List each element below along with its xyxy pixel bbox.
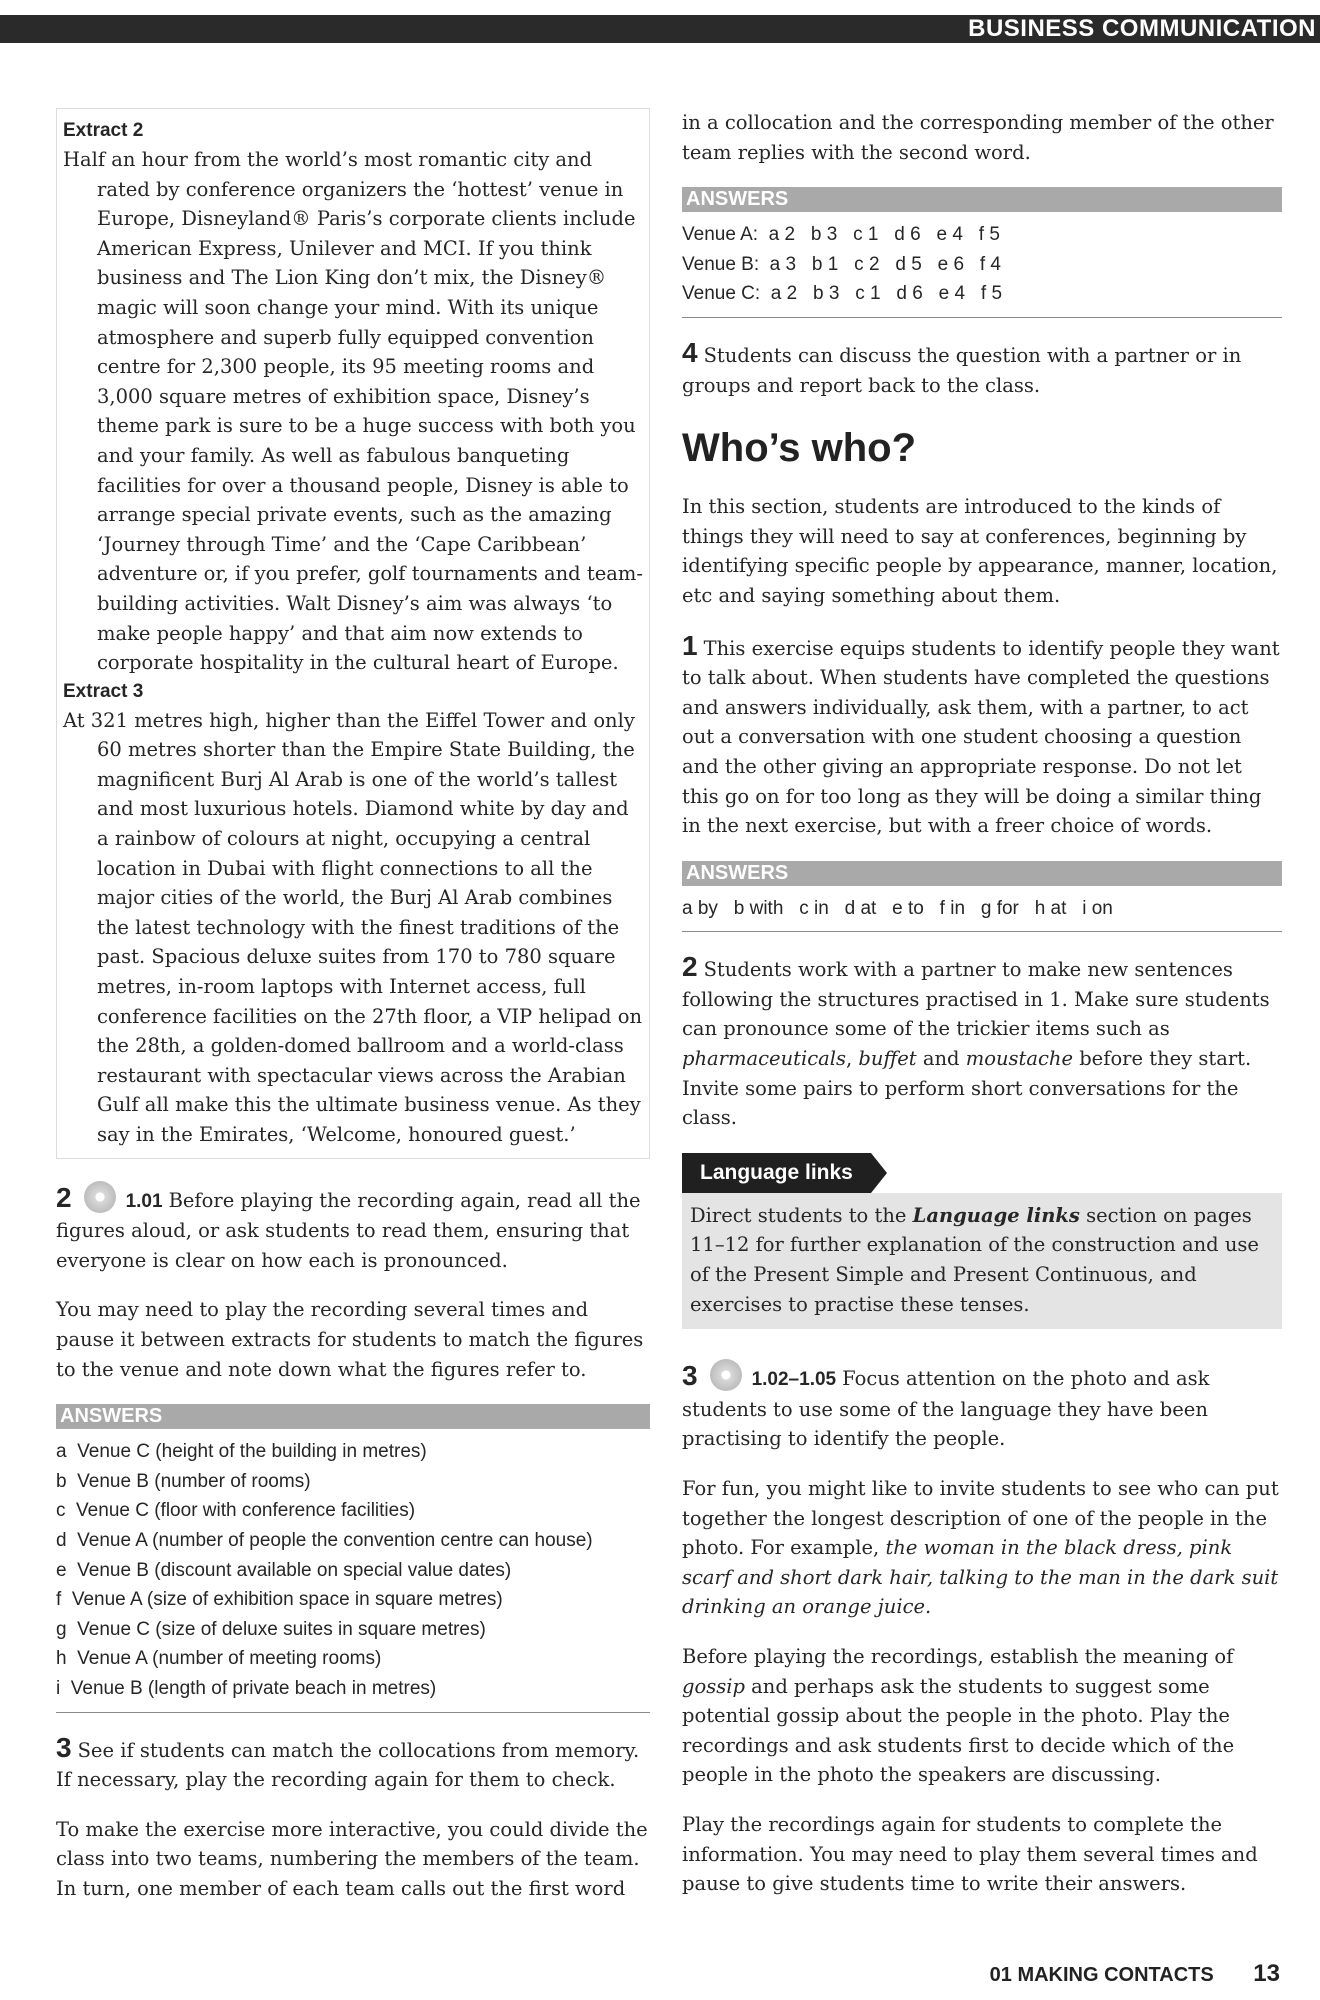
separator: , bbox=[846, 1047, 859, 1071]
exercise-number: 2 bbox=[56, 1181, 72, 1213]
exercise-3 bbox=[56, 1733, 650, 1795]
exercise-number: 2 bbox=[682, 951, 698, 983]
answer-row: Venue C: a 2 b 3 c 1 d 6 e 4 f 5 bbox=[682, 283, 1003, 305]
answers-list bbox=[56, 1437, 650, 1712]
page-number: 13 bbox=[1253, 1960, 1280, 1987]
answer-item: i Venue B (length of private beach in metres) bbox=[56, 1677, 437, 1699]
answer-item: h Venue A (number of meeting rooms) bbox=[56, 1648, 382, 1670]
text: Before playing the recordings, establish the meaning of bbox=[682, 1644, 1234, 1668]
exercise-4 bbox=[682, 338, 1282, 400]
example-word: moustache bbox=[965, 1047, 1073, 1071]
answer-row: Venue B: a 3 b 1 c 2 d 5 e 6 f 4 bbox=[682, 253, 1001, 275]
language-links-reference: Language links bbox=[912, 1203, 1080, 1227]
exercise-number: 3 bbox=[56, 1731, 72, 1763]
language-links-content bbox=[682, 1193, 1282, 1329]
section-title: BUSINESS COMMUNICATION bbox=[968, 15, 1316, 42]
exercise-3-text: See if students can match the collocations from memory. If necessary, play the recording again for them to check. bbox=[56, 1738, 640, 1792]
section-heading: Who’s who? bbox=[682, 426, 917, 471]
track-number: 1.01 bbox=[125, 1190, 163, 1212]
unit-number: 01 bbox=[989, 1964, 1012, 1986]
answer-item: g Venue C (size of deluxe suites in square metres) bbox=[56, 1618, 486, 1640]
preposition-answers bbox=[682, 894, 1282, 933]
exercise-2-text: Before playing the recording again, read all the figures aloud, or ask students to read them, ensuring that everyone is clear on how each is pronounced. bbox=[56, 1188, 641, 1272]
example-word: buffet bbox=[858, 1047, 917, 1071]
key-word: gossip bbox=[682, 1674, 745, 1698]
answer-item: b Venue B (number of rooms) bbox=[56, 1470, 311, 1492]
separator: and bbox=[916, 1047, 966, 1071]
exercise-number: 4 bbox=[682, 336, 698, 368]
answers-heading: ANSWERS bbox=[682, 861, 1282, 886]
header-bar bbox=[0, 15, 1320, 43]
exercise-number: 1 bbox=[682, 629, 698, 661]
exercise-text: Students work with a partner to make new sentences following the structures practised in 1. Make sure students can pronounce some of the trickier items such as bbox=[682, 958, 1270, 1041]
answers-heading: ANSWERS bbox=[56, 1404, 650, 1429]
left-column bbox=[56, 108, 650, 1923]
extracts-box bbox=[56, 108, 650, 1159]
text: For fun, you might like to invite students to see who can put together the longest description of one of the people in the photo. For example, bbox=[682, 1477, 1279, 1560]
section-intro: In this section, students are introduced to the kinds of things they will need to say at conferences, beginning by identifying specific people by appearance, manner, location, etc and saying something about them. bbox=[682, 495, 1278, 607]
gossip-paragraph bbox=[682, 1642, 1282, 1790]
example-description: the woman in the black dress, pink scarf and short dark hair, talking to the man in the dark suit drinking an orange juice. bbox=[682, 1536, 1279, 1619]
answer-item: c Venue C (floor with conference facilities) bbox=[56, 1500, 416, 1522]
exercise-1 bbox=[682, 631, 1282, 841]
extract-3-text: At 321 metres high, higher than the Eiffel Tower and only 60 metres shorter than the Empire State Building, the magnificent Burj Al Arab is one of the world’s tallest and most luxurious hotels. Diamond white by day and a rainbow of colours at night, occupying a central location in Dubai with flight connections to all the major cities of the world, the Burj Al Arab combines the latest technology with the finest traditions of the past. Spacious deluxe suites from 170 to 780 square metres, in-room laptops with Internet access, full conference facilities on the 27th floor, a VIP helipad on the 28th, a golden-domed ballroom and a world-class restaurant with spectacular views across the Arabian Gulf all make this the ultimate business venue. As they say in the Emirates, ‘Welcome, honoured guest.’ bbox=[63, 708, 643, 1146]
exercise-number: 3 bbox=[682, 1360, 698, 1392]
audio-cd-icon bbox=[710, 1359, 742, 1391]
continued-text: in a collocation and the corresponding member of the other team replies with the second word. bbox=[682, 111, 1274, 164]
venue-answers bbox=[682, 220, 1282, 318]
text: Direct students to the bbox=[690, 1203, 913, 1227]
exercise-1-text: This exercise equips students to identify people they want to talk about. When students have completed the questions and answers individually, ask them, with a partner, to act out a conversation with one student choosing a question and the other giving an appropriate response. Do not let this go on for too long as they will be doing a similar thing in the next exercise, but with a freer choice of words. bbox=[682, 636, 1280, 838]
answers-heading: ANSWERS bbox=[682, 187, 1282, 212]
language-links-tag: Language links bbox=[682, 1153, 871, 1193]
answer-item: f Venue A (size of exhibition space in square metres) bbox=[56, 1589, 503, 1611]
exercise-text: before they start. Invite some pairs to perform short conversations for the class. bbox=[682, 1047, 1252, 1130]
answer-item: d Venue A (number of people the convention centre can house) bbox=[56, 1529, 593, 1551]
answer-row: a by b with c in d at e to f in g for h at i on bbox=[682, 897, 1113, 919]
audio-cd-icon bbox=[84, 1181, 116, 1213]
extract-3-title: Extract 3 bbox=[63, 680, 144, 702]
exercise-3-right bbox=[682, 1359, 1282, 1454]
track-number: 1.02–1.05 bbox=[751, 1369, 837, 1391]
fun-paragraph bbox=[682, 1474, 1282, 1622]
exercise-3-note: To make the exercise more interactive, you could divide the class into two teams, numbering the members of the team. In turn, one member of each team calls out the first word bbox=[56, 1817, 648, 1900]
final-paragraph: Play the recordings again for students to complete the information. You may need to play them several times and pause to give students time to write their answers. bbox=[682, 1812, 1258, 1896]
exercise-4-text: Students can discuss the question with a partner or in groups and report back to the class. bbox=[682, 343, 1242, 397]
exercise-2-right bbox=[682, 952, 1282, 1133]
exercise-2-note: You may need to play the recording several times and pause it between extracts for students to match the figures to the venue and note down what the figures refer to. bbox=[56, 1298, 644, 1381]
answer-item: e Venue B (discount available on special value dates) bbox=[56, 1559, 512, 1581]
extract-2-text: Half an hour from the world’s most romantic city and rated by conference organizers the ‘hottest’ venue in Europe, Disneyland® Paris’s corporate clients include American Express, Unilever and MCI. If you think business and The Lion King don’t mix, the Disney® magic will soon change your mind. With its unique atmosphere and superb fully equipped convention centre for 2,300 people, its 95 meeting rooms and 3,000 square metres of exhibition space, Disney’s theme park is sure to be a huge success with both you and your family. As well as fabulous banqueting facilities for over a thousand people, Disney is able to arrange special private events, such as the amazing ‘Journey through Time’ and the ‘Cape Caribbean’ adventure or, if you prefer, golf tournaments and team-building activities. Walt Disney’s aim was always ‘to make people happy’ and that aim now extends to corporate hospitality in the cultural heart of Europe. bbox=[63, 148, 643, 675]
exercise-2 bbox=[56, 1181, 650, 1276]
language-links-box bbox=[682, 1153, 1282, 1329]
answer-item: a Venue C (height of the building in metres) bbox=[56, 1441, 427, 1463]
page-footer bbox=[990, 1960, 1280, 1988]
answer-row: Venue A: a 2 b 3 c 1 d 6 e 4 f 5 bbox=[682, 224, 1000, 246]
exercise-3-text: Focus attention on the photo and ask students to use some of the language they have been practising to identify the people. bbox=[682, 1367, 1210, 1451]
right-column bbox=[682, 108, 1282, 1919]
text: and perhaps ask the students to suggest some potential gossip about the people in the photo. Play the recordings and ask students first to decide which of the people in the photo the speakers are discussing. bbox=[682, 1674, 1235, 1787]
example-word: pharmaceuticals bbox=[682, 1047, 846, 1071]
extract-2-title: Extract 2 bbox=[63, 120, 144, 141]
text: section on pages 11–12 for further explanation of the construction and use of the Present Simple and Present Continuous, and exercises to practise these tenses. bbox=[690, 1203, 1259, 1316]
unit-title: MAKING CONTACTS bbox=[1017, 1964, 1214, 1986]
